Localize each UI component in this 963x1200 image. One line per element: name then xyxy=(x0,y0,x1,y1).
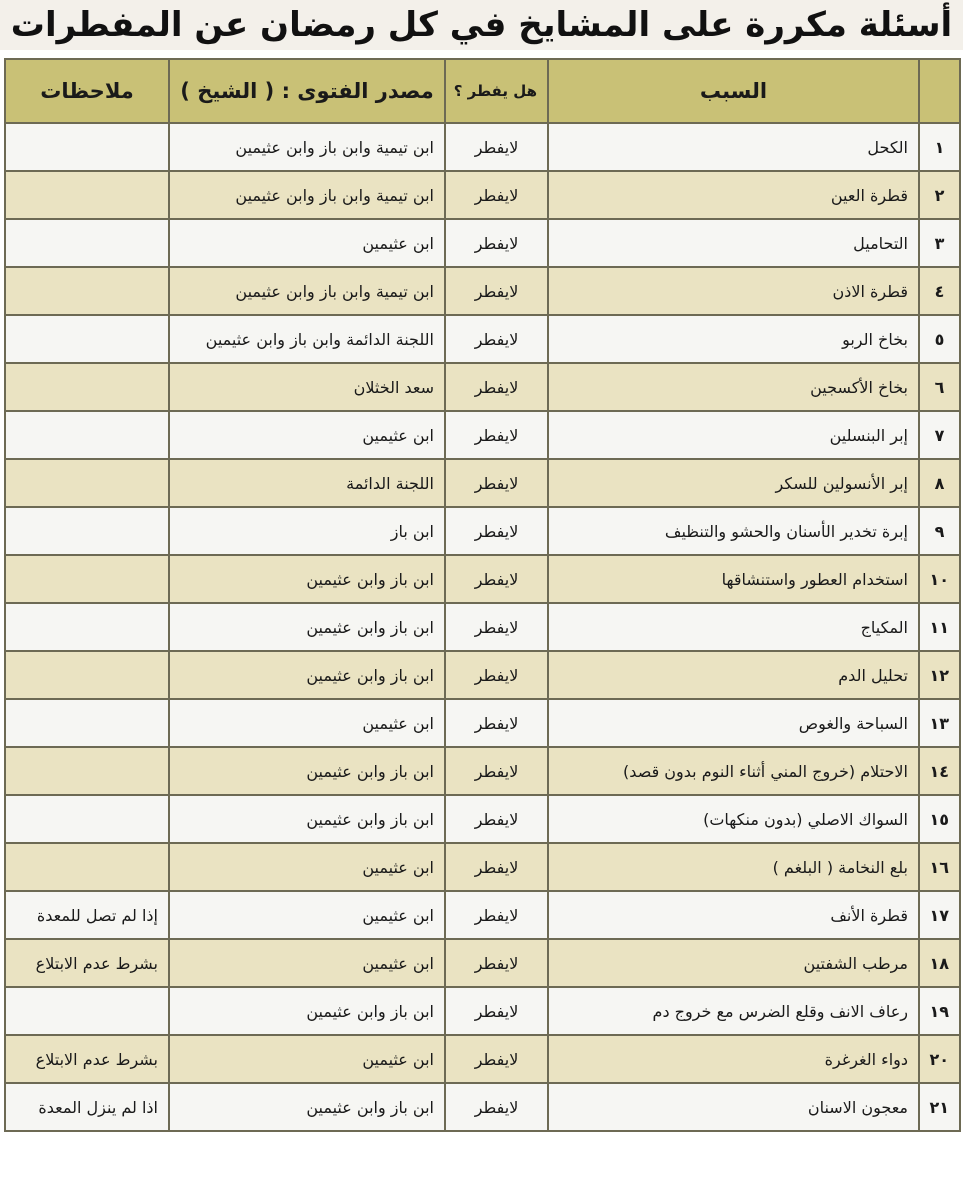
row-notes xyxy=(5,411,169,459)
table-row xyxy=(5,171,960,219)
row-notes xyxy=(5,363,169,411)
row-ruling: لايفطر xyxy=(445,747,548,795)
row-source: ابن عثيمين xyxy=(169,843,445,891)
row-reason: المكياج xyxy=(548,603,919,651)
row-notes xyxy=(5,315,169,363)
table-row xyxy=(5,555,960,603)
row-number: ٢٠ xyxy=(919,1035,960,1083)
row-notes xyxy=(5,459,169,507)
row-number: ١٥ xyxy=(919,795,960,843)
row-reason: بخاخ الأكسجين xyxy=(548,363,919,411)
row-notes xyxy=(5,555,169,603)
table-row xyxy=(5,699,960,747)
row-reason: إبر البنسلين xyxy=(548,411,919,459)
row-number: ٨ xyxy=(919,459,960,507)
row-ruling: لايفطر xyxy=(445,603,548,651)
row-number: ١٨ xyxy=(919,939,960,987)
table-row xyxy=(5,267,960,315)
row-number: ٣ xyxy=(919,219,960,267)
row-source: ابن باز وابن عثيمين xyxy=(169,795,445,843)
row-source: ابن باز وابن عثيمين xyxy=(169,555,445,603)
table-row xyxy=(5,795,960,843)
table-row xyxy=(5,1083,960,1131)
row-ruling: لايفطر xyxy=(445,699,548,747)
table-row xyxy=(5,747,960,795)
row-notes xyxy=(5,507,169,555)
row-source: ابن عثيمين xyxy=(169,411,445,459)
table-row xyxy=(5,1035,960,1083)
row-source: ابن عثيمين xyxy=(169,891,445,939)
table-row xyxy=(5,939,960,987)
row-number: ١ xyxy=(919,123,960,171)
row-notes xyxy=(5,987,169,1035)
row-reason: الكحل xyxy=(548,123,919,171)
row-notes xyxy=(5,795,169,843)
row-notes xyxy=(5,123,169,171)
row-ruling: لايفطر xyxy=(445,987,548,1035)
row-number: ٥ xyxy=(919,315,960,363)
header-notes: ملاحظات xyxy=(5,59,169,123)
table-row xyxy=(5,891,960,939)
row-number: ٢ xyxy=(919,171,960,219)
row-source: ابن عثيمين xyxy=(169,699,445,747)
row-source: ابن باز xyxy=(169,507,445,555)
header-source: مصدر الفتوى : ( الشيخ ) xyxy=(169,59,445,123)
row-reason: إبر الأنسولين للسكر xyxy=(548,459,919,507)
row-number: ٦ xyxy=(919,363,960,411)
row-source: اللجنة الدائمة وابن باز وابن عثيمين xyxy=(169,315,445,363)
row-ruling: لايفطر xyxy=(445,1083,548,1131)
row-number: ١٧ xyxy=(919,891,960,939)
row-ruling: لايفطر xyxy=(445,411,548,459)
row-ruling: لايفطر xyxy=(445,843,548,891)
table-row xyxy=(5,123,960,171)
row-notes xyxy=(5,747,169,795)
row-number: ١٩ xyxy=(919,987,960,1035)
table-row xyxy=(5,411,960,459)
row-source: ابن باز وابن عثيمين xyxy=(169,651,445,699)
row-source: ابن عثيمين xyxy=(169,939,445,987)
row-notes xyxy=(5,843,169,891)
row-reason: بخاخ الربو xyxy=(548,315,919,363)
row-reason: استخدام العطور واستنشاقها xyxy=(548,555,919,603)
table-row xyxy=(5,987,960,1035)
table-row xyxy=(5,315,960,363)
row-source: ابن باز وابن عثيمين xyxy=(169,747,445,795)
row-notes xyxy=(5,267,169,315)
row-reason: رعاف الانف وقلع الضرس مع خروج دم xyxy=(548,987,919,1035)
row-ruling: لايفطر xyxy=(445,555,548,603)
row-notes xyxy=(5,219,169,267)
row-reason: دواء الغرغرة xyxy=(548,1035,919,1083)
row-source: ابن باز وابن عثيمين xyxy=(169,987,445,1035)
table-row xyxy=(5,843,960,891)
row-reason: معجون الاسنان xyxy=(548,1083,919,1131)
row-ruling: لايفطر xyxy=(445,795,548,843)
row-number: ٢١ xyxy=(919,1083,960,1131)
row-notes: اذا لم ينزل المعدة xyxy=(5,1083,169,1131)
row-number: ١٠ xyxy=(919,555,960,603)
row-notes xyxy=(5,651,169,699)
row-number: ١٦ xyxy=(919,843,960,891)
row-notes: بشرط عدم الابتلاع xyxy=(5,939,169,987)
row-reason: قطرة الاذن xyxy=(548,267,919,315)
row-source: اللجنة الدائمة xyxy=(169,459,445,507)
row-reason: قطرة العين xyxy=(548,171,919,219)
table-row xyxy=(5,219,960,267)
table-row xyxy=(5,603,960,651)
row-ruling: لايفطر xyxy=(445,267,548,315)
row-reason: تحليل الدم xyxy=(548,651,919,699)
row-number: ١٣ xyxy=(919,699,960,747)
row-ruling: لايفطر xyxy=(445,363,548,411)
row-source: ابن تيمية وابن باز وابن عثيمين xyxy=(169,171,445,219)
row-ruling: لايفطر xyxy=(445,1035,548,1083)
row-number: ١١ xyxy=(919,603,960,651)
row-notes xyxy=(5,699,169,747)
table-row xyxy=(5,459,960,507)
row-source: سعد الخثلان xyxy=(169,363,445,411)
row-reason: التحاميل xyxy=(548,219,919,267)
row-number: ١٤ xyxy=(919,747,960,795)
row-source: ابن عثيمين xyxy=(169,219,445,267)
row-source: ابن تيمية وابن باز وابن عثيمين xyxy=(169,123,445,171)
row-reason: السباحة والغوص xyxy=(548,699,919,747)
row-reason: السواك الاصلي (بدون منكهات) xyxy=(548,795,919,843)
row-ruling: لايفطر xyxy=(445,507,548,555)
row-ruling: لايفطر xyxy=(445,939,548,987)
page-title: أسئلة مكررة على المشايخ في كل رمضان عن المفطرات xyxy=(0,0,963,50)
row-ruling: لايفطر xyxy=(445,219,548,267)
row-source: ابن تيمية وابن باز وابن عثيمين xyxy=(169,267,445,315)
row-reason: إبرة تخدير الأسنان والحشو والتنظيف xyxy=(548,507,919,555)
table-row xyxy=(5,651,960,699)
header-number xyxy=(919,59,960,123)
row-source: ابن عثيمين xyxy=(169,1035,445,1083)
row-number: ١٢ xyxy=(919,651,960,699)
row-number: ٧ xyxy=(919,411,960,459)
row-ruling: لايفطر xyxy=(445,123,548,171)
row-source: ابن باز وابن عثيمين xyxy=(169,603,445,651)
row-notes xyxy=(5,171,169,219)
table-body xyxy=(5,123,960,1131)
row-notes xyxy=(5,603,169,651)
header-breaks-fast: هل يفطر ؟ xyxy=(445,59,548,123)
row-notes: إذا لم تصل للمعدة xyxy=(5,891,169,939)
table-row xyxy=(5,507,960,555)
row-reason: مرطب الشفتين xyxy=(548,939,919,987)
row-reason: بلع النخامة ( البلغم ) xyxy=(548,843,919,891)
header-reason: السبب xyxy=(548,59,919,123)
row-ruling: لايفطر xyxy=(445,315,548,363)
row-notes: بشرط عدم الابتلاع xyxy=(5,1035,169,1083)
row-reason: الاحتلام (خروج المني أثناء النوم بدون قصد) xyxy=(548,747,919,795)
row-ruling: لايفطر xyxy=(445,459,548,507)
table-row xyxy=(5,363,960,411)
table-header-row xyxy=(5,59,960,123)
row-reason: قطرة الأنف xyxy=(548,891,919,939)
row-ruling: لايفطر xyxy=(445,891,548,939)
fasting-rulings-table xyxy=(4,58,961,1132)
row-source: ابن باز وابن عثيمين xyxy=(169,1083,445,1131)
row-ruling: لايفطر xyxy=(445,171,548,219)
row-ruling: لايفطر xyxy=(445,651,548,699)
row-number: ٩ xyxy=(919,507,960,555)
row-number: ٤ xyxy=(919,267,960,315)
